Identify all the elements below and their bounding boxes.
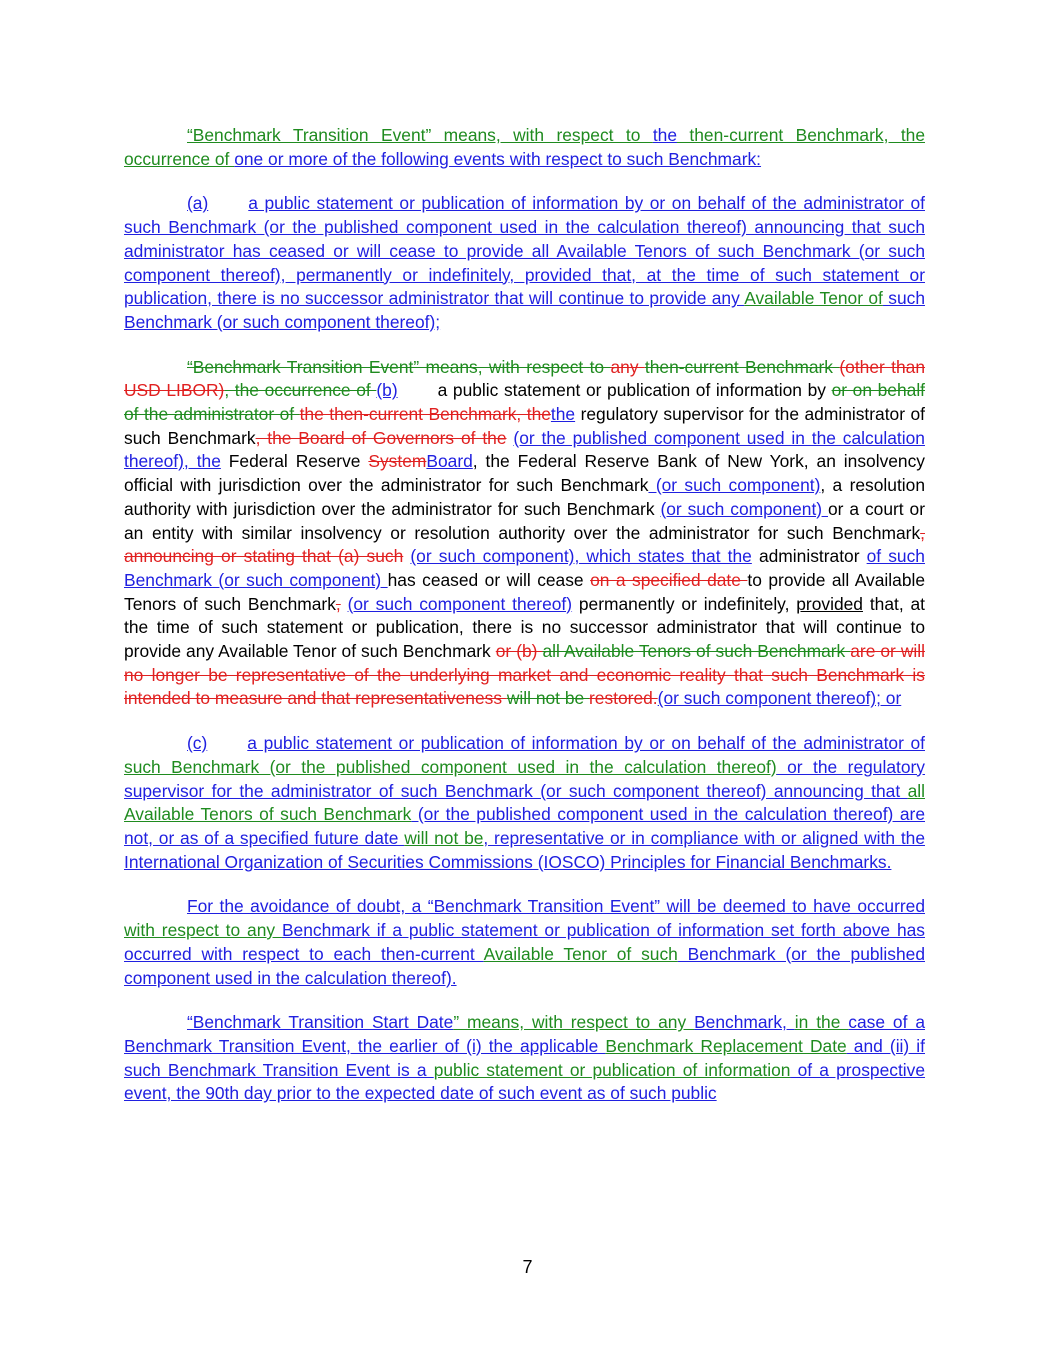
inserted-text: For the avoidance of doubt, a “Benchmark Transition Event” will be deemed to have occurred: [187, 896, 925, 917]
inserted-text: ” means, with respect to any: [453, 1012, 695, 1033]
text-run: regulatory supervisor for the administrator of such Benchmark: [124, 404, 925, 448]
paragraph-clause-a: [124, 192, 925, 334]
deleted-text: , the occurrence of: [224, 380, 377, 401]
text-run: Federal Reserve: [220, 451, 369, 472]
inserted-text: (or such component), which states that the: [410, 546, 752, 567]
inserted-text: “Benchmark Transition Start Date: [187, 1012, 454, 1033]
inserted-text: a public statement or publication of information by or on behalf of the administrator of such Benchmark (or the published component used in the calculation thereof) announcing that such administrator has ceased or will cease to provide all Available Tenors of such Benchmark (or such component thereof), permanently or indefinitely, provided that, at the time of such statement or publication, there is no successor administrator that will continue to provide any: [124, 193, 925, 309]
deleted-text: the then-current Benchmark, the: [299, 404, 551, 425]
inserted-text: (or the published component used in the calculation thereof), the: [124, 427, 925, 472]
paragraph-clause-b-redline: [124, 356, 925, 712]
deleted-text: , announcing or stating that (a) such: [124, 522, 925, 567]
inserted-text: (b): [376, 380, 398, 401]
inserted-text: a public statement or publication of information by or on behalf of the administrator of: [247, 733, 925, 754]
inserted-text: or the regulatory supervisor for the administrator of such Benchmark (or such component thereof) announcing that: [124, 756, 925, 801]
deleted-text: System: [368, 451, 427, 472]
text-run: permanently or indefinitely,: [572, 593, 797, 614]
inserted-text: such Benchmark (or such component thereof);: [124, 288, 925, 332]
inserted-text: (or such component): [648, 475, 821, 496]
inserted-text: public statement or publication of information: [433, 1059, 791, 1080]
text-run: to provide all Available Tenors of such Benchmark: [124, 569, 926, 614]
inserted-text: “Benchmark Transition Event” means, with respect to: [187, 125, 653, 145]
inserted-text: with respect to any: [124, 920, 282, 941]
inserted-text: provided: [796, 593, 863, 614]
tab-space: [208, 192, 248, 216]
inserted-text: Available Tenor of such: [483, 943, 678, 964]
paragraph-bte-definition: [124, 124, 925, 171]
deleted-text: or (b): [495, 641, 543, 662]
inserted-text: (c): [187, 733, 208, 754]
inserted-text: one or more of the following events with respect to such Benchmark:: [234, 148, 762, 169]
deleted-text: then-current Benchmark: [644, 356, 840, 377]
inserted-text: Benchmark (or the published component used in the calculation thereof).: [124, 943, 925, 988]
inserted-text: (or such component thereof); or: [657, 688, 902, 709]
inserted-text: and (ii) if such Benchmark Transition Event is a: [124, 1035, 925, 1080]
tab-space: [207, 732, 247, 756]
inserted-text: will not be: [404, 827, 484, 848]
text-run: , a resolution authority with jurisdiction over the administrator for such Benchmark: [124, 475, 925, 519]
inserted-text: all Available Tenors of such Benchmark: [124, 780, 925, 825]
inserted-text: then-current Benchmark, the occurrence of: [124, 125, 925, 169]
deleted-text: any: [610, 356, 645, 377]
deleted-text: on a specified date: [590, 569, 748, 590]
deleted-text: all Available Tenors of such Benchmark: [542, 641, 851, 662]
inserted-text: (or the published component used in the calculation thereof) are not, or as of a specified future date: [124, 804, 925, 848]
page-number: 7: [522, 1257, 533, 1277]
text-run: has ceased or will cease: [387, 569, 591, 590]
text-run: a public statement or publication of information by: [437, 380, 832, 401]
paragraph-avoidance-of-doubt: [124, 895, 925, 990]
paragraph-clause-c: [124, 732, 925, 874]
inserted-text: Benchmark if a public statement or publication of information set forth above has occurred with respect to each then-current: [124, 920, 925, 964]
deleted-text: , the Board of Governors of the: [255, 427, 507, 448]
inserted-text: (or such component thereof): [347, 593, 573, 614]
tab-space: [398, 379, 438, 403]
inserted-text: Benchmark Replacement Date: [605, 1035, 847, 1056]
deleted-text: or on behalf of the administrator of: [124, 380, 926, 425]
inserted-text: such Benchmark (or the published component used in the calculation thereof): [124, 756, 777, 777]
deleted-text: are or will no longer be representative of the underlying market and economic reality that such Benchmark is intended to measure and that representativeness: [124, 641, 925, 709]
text-run: , the Federal Reserve Bank of New York, an insolvency official with jurisdiction over the administrator for such Benchmark: [124, 451, 925, 496]
inserted-text: in the: [794, 1012, 849, 1033]
inserted-text: (or such component): [660, 498, 828, 519]
text-run: that, at the time of such statement or publication, there is no successor administrator that will continue to provide any Available Tenor of such Benchmark: [124, 593, 925, 662]
text-run: [341, 594, 348, 614]
text-run: administrator: [751, 546, 867, 567]
deleted-text: will not be: [506, 688, 590, 709]
inserted-text: of such Benchmark (or such component): [124, 546, 925, 590]
inserted-text: case of a Benchmark Transition Event, the earlier of (i) the applicable: [124, 1012, 926, 1056]
deleted-text: restored.: [589, 688, 658, 709]
text-run: or a court or an entity with similar insolvency or resolution authority over the administrator for such Benchmark: [124, 498, 925, 543]
inserted-text: (a): [187, 193, 209, 214]
inserted-text: , representative or in compliance with or aligned with the International Organization of Securities Commissions (IOSCO) Principles for Financial Benchmarks.: [124, 827, 925, 872]
deleted-text: (other than USD LIBOR): [124, 356, 926, 401]
inserted-text: the: [652, 125, 678, 145]
inserted-text: of a prospective event, the 90th day prior to the expected date of such event as of such public: [124, 1059, 926, 1104]
inserted-text: Available Tenor of: [744, 288, 883, 309]
inserted-text: Board: [426, 451, 473, 472]
deleted-text: “Benchmark Transition Event” means, with respect to: [187, 356, 611, 377]
document-page: [124, 124, 925, 1127]
deleted-text: ,: [335, 593, 341, 614]
inserted-text: Benchmark,: [694, 1012, 795, 1033]
paragraph-bt-start-date: [124, 1011, 925, 1106]
inserted-text: the: [550, 404, 576, 425]
